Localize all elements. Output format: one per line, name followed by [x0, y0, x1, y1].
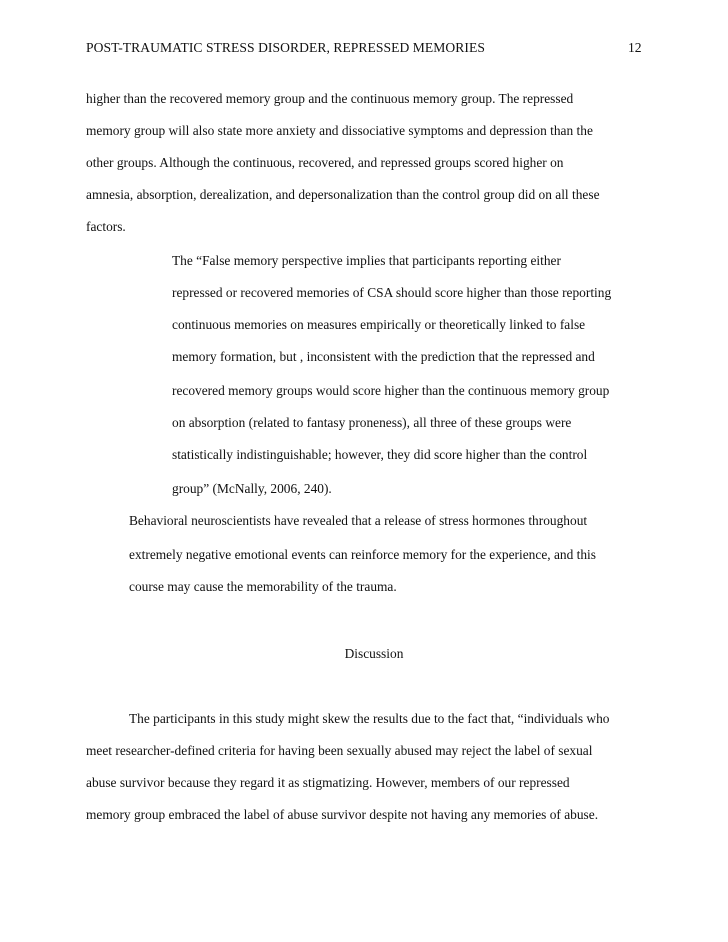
running-head: POST-TRAUMATIC STRESS DISORDER, REPRESSED MEMORIES	[86, 40, 485, 55]
para3-line: abuse survivor because they regard it as stigmatizing. However, members of our repressed	[86, 775, 570, 790]
block-quote-line: The “False memory perspective implies that participants reporting either	[172, 253, 561, 268]
section-heading: Discussion	[344, 646, 404, 661]
block-quote-line: statistically indistinguishable; however, they did score higher than the control	[172, 447, 588, 462]
para3-line: memory group embraced the label of abuse survivor despite not having any memories of abuse.	[86, 807, 599, 822]
para1-line: memory group will also state more anxiety and dissociative symptoms and depression than the	[86, 123, 593, 138]
para2-line: Behavioral neuroscientists have revealed that a release of stress hormones throughout	[129, 513, 588, 528]
para3-line: The participants in this study might skew the results due to the fact that, “individuals who	[129, 711, 610, 726]
para3-line: meet researcher-defined criteria for having been sexually abused may reject the label of sexual	[86, 743, 593, 758]
para1-line: factors.	[86, 219, 126, 234]
block-quote-line: group” (McNally, 2006, 240).	[172, 481, 332, 496]
para1-line: amnesia, absorption, derealization, and depersonalization than the control group did on all these	[86, 187, 600, 202]
page-number: 12	[628, 40, 642, 55]
block-quote-line: repressed or recovered memories of CSA should score higher than those reporting	[172, 285, 612, 300]
para1-line: higher than the recovered memory group and the continuous memory group. The repressed	[86, 91, 574, 106]
block-quote-line: recovered memory groups would score higher than the continuous memory group	[172, 383, 610, 398]
block-quote-line: continuous memories on measures empirically or theoretically linked to false	[172, 317, 586, 332]
para1-line: other groups. Although the continuous, recovered, and repressed groups scored higher on	[86, 155, 564, 170]
block-quote-line: memory formation, but , inconsistent with the prediction that the repressed and	[172, 349, 595, 364]
block-quote-line: on absorption (related to fantasy proneness), all three of these groups were	[172, 415, 572, 430]
para2-line: course may cause the memorability of the trauma.	[129, 579, 397, 594]
para2-line: extremely negative emotional events can reinforce memory for the experience, and this	[129, 547, 596, 562]
